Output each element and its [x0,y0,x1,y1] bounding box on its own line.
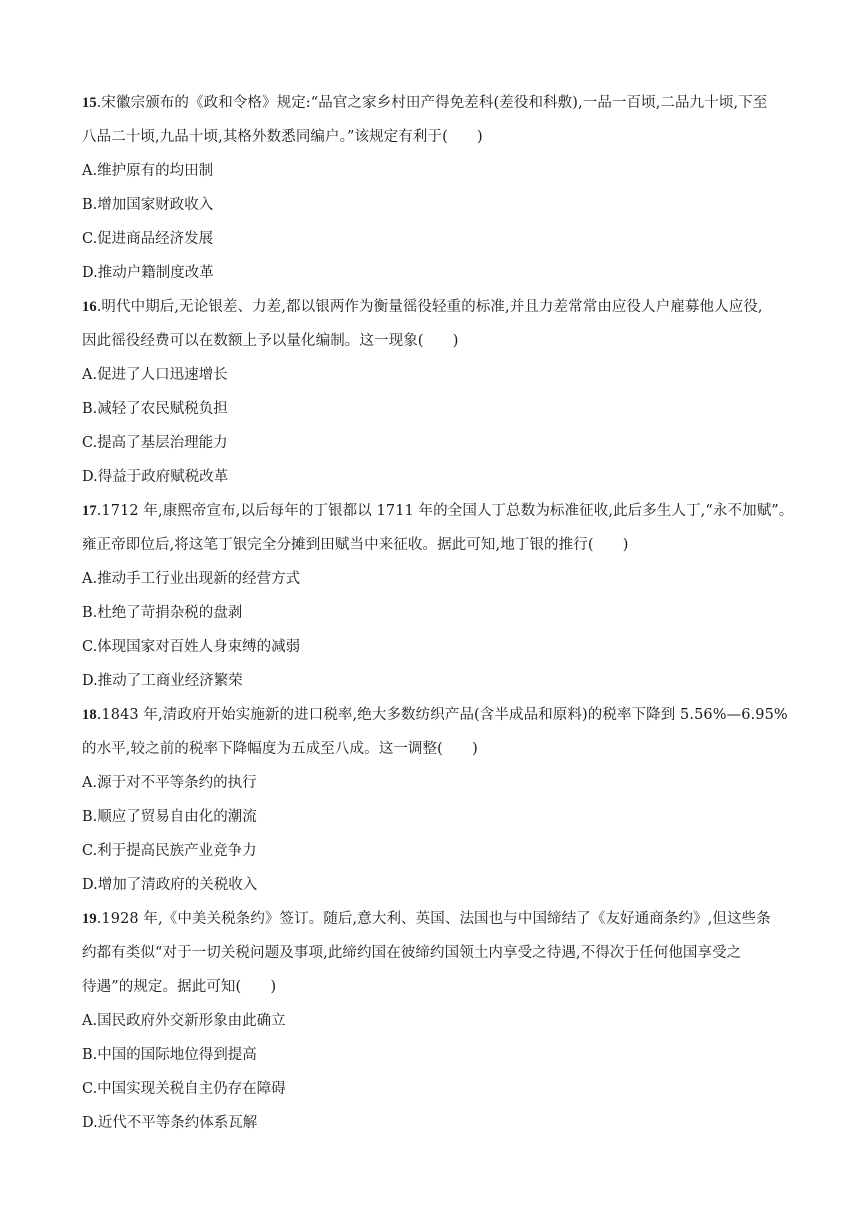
question-stem-text: .1928 年,《中美关税条约》签订。随后,意大利、英国、法国也与中国缔结了《友好通商条约》,但这些条 [96,911,771,927]
question-stem-line: 待遇”的规定。据此可知( ) [82,979,277,995]
question-number: 17 [82,503,97,519]
question-stem-line [82,86,782,120]
option-b[interactable]: B.减轻了农民赋税负担 [82,401,228,417]
option-b[interactable]: B.顺应了贸易自由化的潮流 [82,809,257,825]
option-a[interactable]: A.推动手工行业出现新的经营方式 [82,571,301,587]
question-number: 15 [82,95,97,111]
question-stem-text: .宋徽宗颁布的《政和令格》规定:“品官之家乡村田产得免差科(差役和科敷),一品一百顷,二品九十顷,下至 [96,95,768,111]
question-stem-line: 的水平,较之前的税率下降幅度为五成至八成。这一调整( ) [82,741,478,757]
question-stem-line: 约都有类似“对于一切关税问题及事项,此缔约国在彼缔约国领土内享受之待遇,不得次于任何他国享受之 [82,945,742,961]
question-number: 18 [82,707,97,723]
question-19 [82,902,782,1140]
question-stem-line [82,698,788,732]
option-c[interactable]: C.促进商品经济发展 [82,231,214,247]
option-a[interactable]: A.国民政府外交新形象由此确立 [82,1013,286,1029]
option-a[interactable]: A.促进了人口迅速增长 [82,367,228,383]
option-c[interactable]: C.中国实现关税自主仍存在障碍 [82,1081,286,1097]
option-d[interactable]: D.近代不平等条约体系瓦解 [82,1115,258,1131]
question-18 [82,698,788,902]
question-17 [82,494,794,698]
question-16 [82,290,782,494]
question-stem-text: .明代中期后,无论银差、力差,都以银两作为衡量徭役轻重的标准,并且力差常常由应役人户雇募他人应役, [96,299,763,315]
question-stem-line [82,902,782,936]
question-number: 16 [82,299,97,315]
option-d[interactable]: D.得益于政府赋税改革 [82,469,229,485]
option-d[interactable]: D.推动户籍制度改革 [82,265,214,281]
question-stem-line [82,290,782,324]
question-stem-line: 八品二十顷,九品十顷,其格外数悉同编户。”该规定有利于( ) [82,129,483,145]
option-c[interactable]: C.体现国家对百姓人身束缚的减弱 [82,639,301,655]
question-number: 19 [82,911,97,927]
option-c[interactable]: C.利于提高民族产业竞争力 [82,843,257,859]
option-a[interactable]: A.维护原有的均田制 [82,163,214,179]
question-15 [82,86,782,290]
option-b[interactable]: B.杜绝了苛捐杂税的盘剥 [82,605,243,621]
option-b[interactable]: B.中国的国际地位得到提高 [82,1047,257,1063]
option-d[interactable]: D.推动了工商业经济繁荣 [82,673,243,689]
question-stem-text: .1843 年,清政府开始实施新的进口税率,绝大多数纺织产品(含半成品和原料)的税率下降到 5.56%—6.95% [96,707,788,723]
option-c[interactable]: C.提高了基层治理能力 [82,435,228,451]
question-stem-line [82,494,794,528]
question-stem-line: 因此徭役经费可以在数额上予以量化编制。这一现象( ) [82,333,459,349]
option-d[interactable]: D.增加了清政府的关税收入 [82,877,258,893]
option-a[interactable]: A.源于对不平等条约的执行 [82,775,257,791]
question-stem-text: .1712 年,康熙帝宣布,以后每年的丁银都以 1711 年的全国人丁总数为标准征收,此后多生人丁,“永不加赋”。 [96,503,794,519]
question-stem-line: 雍正帝即位后,将这笔丁银完全分摊到田赋当中来征收。据此可知,地丁银的推行( ) [82,537,629,553]
option-b[interactable]: B.增加国家财政收入 [82,197,214,213]
exam-page [82,86,794,1140]
